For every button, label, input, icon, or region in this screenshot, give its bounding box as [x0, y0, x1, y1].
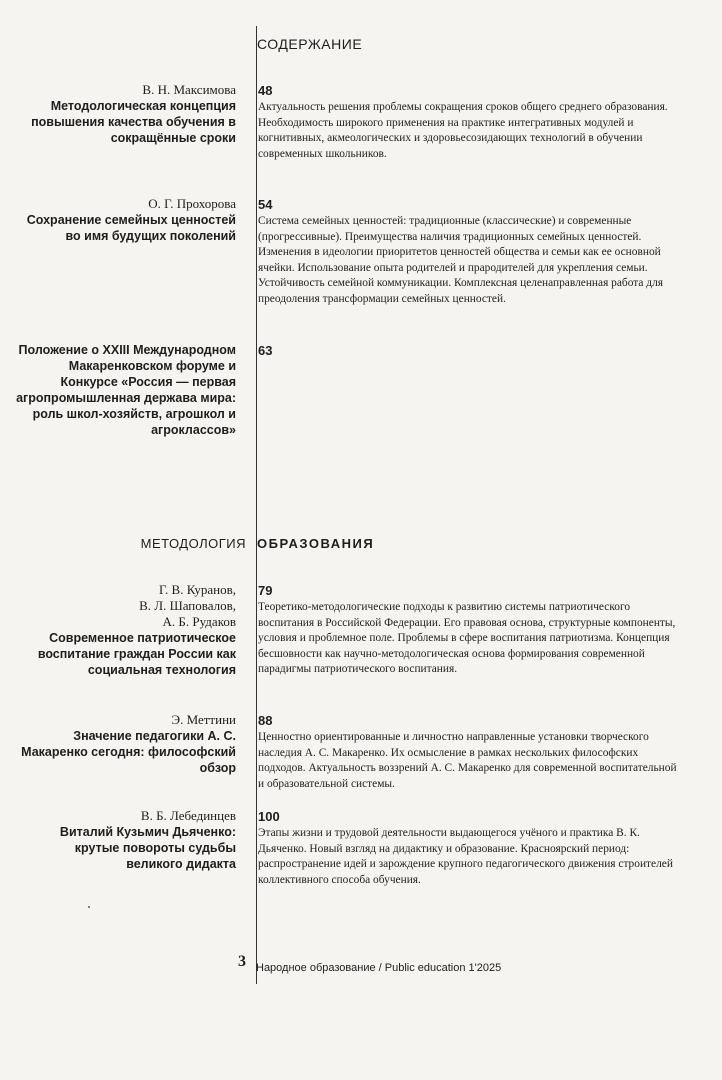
entry-author: В. Л. Шаповалов,	[139, 598, 236, 613]
entry-left-4	[16, 712, 236, 776]
entry-title: Современное патриотическое воспитание граждан России как социальная технология	[37, 631, 236, 677]
entry-title: Сохранение семейных ценностей во имя будущих поколений	[26, 213, 236, 243]
entry-description: Теоретико-методологические подходы к развитию системы патриотического воспитания в Российской Федерации. Его правовая основа, структурные компоненты, условия и проблемное поле. Проблемы в сфере воспитания патриотизма. Концепция бесшовности как научно-методологическая основа формирования современной парадигмы патриотического воспитания.	[258, 601, 676, 675]
entry-description: Система семейных ценностей: традиционные (классические) и современные (прогрессивные). Преимущества наличия традиционных семейных ценностей. Изменения в идеологии приоритетов ценностей общества и семьи как ее основной ячейки. Использование опыта родителей и прародителей для укрепления семьи. Устойчивость семейной коммуникации. Комплексная целенаправленная работа для преодоления трансформации семейных ценностей.	[258, 215, 663, 305]
entry-right-0	[258, 82, 678, 162]
entry-left-2	[16, 342, 236, 438]
column-divider	[256, 26, 257, 984]
entry-title: Методологическая концепция повышения качества обучения в сокращённые сроки	[31, 99, 236, 145]
entry-page-number: 54	[258, 197, 273, 212]
entry-right-5	[258, 808, 678, 888]
entry-title: Значение педагогики А. С. Макаренко сегодня: философский обзор	[21, 729, 236, 775]
entry-right-4	[258, 712, 678, 792]
entry-page-number: 88	[258, 713, 273, 728]
entry-page-number: 63	[258, 343, 273, 358]
entry-author: А. Б. Рудаков	[162, 614, 236, 629]
entry-right-3	[258, 582, 678, 678]
entry-author: В. Н. Максимова	[142, 82, 236, 97]
entry-author: В. Б. Лебединцев	[140, 808, 236, 823]
entry-left-0	[16, 82, 236, 146]
entry-description: Ценностно ориентированные и личностно направленные установки творческого наследия А. С. Макаренко. Их осмысление в рамках нескольких философских подходов. Актуальность воззрений А. С. Макаренко для современной воспитательной и образовательной системы.	[258, 731, 677, 790]
entry-author: О. Г. Прохорова	[148, 196, 236, 211]
entry-right-1	[258, 196, 678, 307]
section-title-contents: СОДЕРЖАНИЕ	[257, 36, 363, 52]
entry-description: Актуальность решения проблемы сокращения сроков общего среднего образования. Необходимость широкого применения на практике интегративных модулей и когнитивных, акмеологических и здоровьесозидающих технологий в обучении современных школьников.	[258, 101, 668, 160]
entry-description: Этапы жизни и трудовой деятельности выдающегося учёного и практика В. К. Дьяченко. Новый взгляд на дидактику и образование. Красноярский период: распространение идей и зарождение крупного педагогического движения строителей коллективного способа обучения.	[258, 827, 673, 886]
footer-page-number: 3	[238, 953, 246, 970]
entry-left-5	[16, 808, 236, 872]
section-title-left: МЕТОДОЛОГИЯ	[140, 536, 246, 551]
entry-right-2	[258, 342, 678, 359]
entry-author: Э. Меттини	[171, 712, 236, 727]
entry-page-number: 48	[258, 83, 273, 98]
entry-left-3	[16, 582, 236, 678]
section-title-right: ОБРАЗОВАНИЯ	[257, 536, 375, 551]
footer-journal-name: Народное образование / Public education 1'2025	[256, 962, 502, 974]
entry-author: Г. В. Куранов,	[158, 582, 236, 597]
entry-page-number: 100	[258, 809, 280, 824]
entry-title: Виталий Кузьмич Дьяченко: крутые повороты судьбы великого дидакта	[59, 825, 236, 871]
entry-page-number: 79	[258, 583, 273, 598]
entry-left-1	[16, 196, 236, 244]
entry-title: Положение о XXIII Международном Макаренковском форуме и Конкурсе «Россия — первая агропромышленная держава мира: роль школ-хозяйств, агрошкол и агроклассов»	[16, 343, 236, 437]
print-speck	[88, 906, 90, 908]
